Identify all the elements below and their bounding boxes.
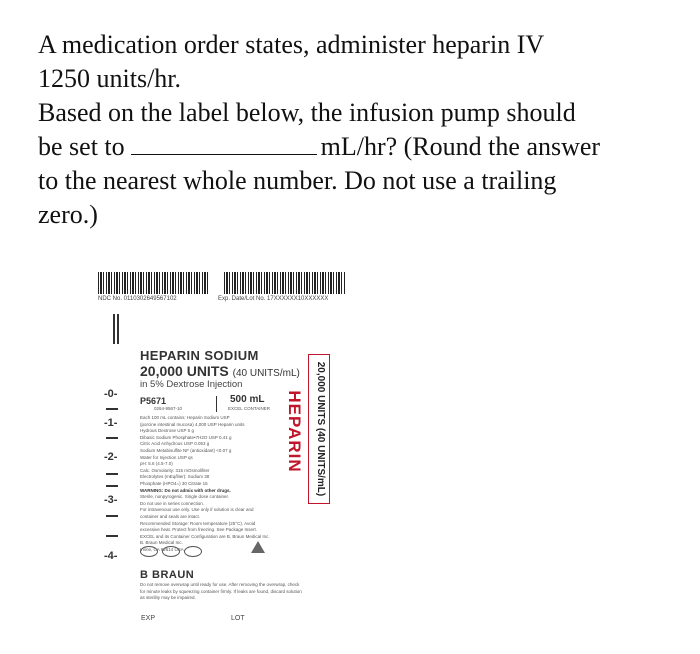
heparin-bag-label xyxy=(96,272,346,642)
fine-print-line: container and seals are intact. xyxy=(140,513,201,519)
fine-print-line: B. Braun Medical Inc. xyxy=(140,540,183,546)
question-line-5: to the nearest whole number. Do not use a trailing xyxy=(38,166,557,195)
lot-label: LOT xyxy=(231,615,245,622)
fine-print-warning: WARNING: Do not admix with other drugs. xyxy=(140,487,231,493)
drug-name: HEPARIN SODIUM xyxy=(140,348,259,363)
barcode-lot xyxy=(224,272,346,294)
graduation-tick xyxy=(106,473,118,475)
fine-print-line: Sodium Metabisulfite NF (antioxidant) <0.07 g xyxy=(140,447,232,453)
no-pvc-icon xyxy=(184,546,202,557)
fine-print-line: excessive heat. Protect from freezing. See Package Insert. xyxy=(140,527,258,533)
brand-logo: B BRAUN xyxy=(140,569,195,581)
question-line-6: zero.) xyxy=(38,200,98,229)
fine-print-line: Water for Injection USP qs xyxy=(140,454,193,460)
bag-volume-sub: EXCEL CONTAINER xyxy=(228,406,271,411)
bag-volume: 500 mL xyxy=(230,394,265,405)
fine-print-line: pH: 5.6 (4.5-7.0) xyxy=(140,461,173,467)
label-fine-print xyxy=(140,415,288,553)
fine-print-line: Recommended Storage: Room temperature (25°C). Avoid xyxy=(140,520,256,526)
fine-print-line: Irvine, CA 92614 USA xyxy=(140,546,184,552)
side-strength-text: 20,000 UNITS (40 UNITS/mL) xyxy=(315,361,326,497)
diluent: in 5% Dextrose Injection xyxy=(140,379,243,390)
barcode-ndc xyxy=(98,272,208,294)
graduation-tick xyxy=(106,535,118,537)
exp-lot-number: Exp. Date/Lot No. 17XXXXXX10XXXXXX xyxy=(218,296,329,302)
label-footer xyxy=(140,582,340,602)
question-line-4-after: mL/hr? (Round the answer xyxy=(320,132,601,161)
product-code-sub: 0264-9567-10 xyxy=(154,406,183,411)
side-heparin-text: HEPARIN xyxy=(285,390,304,473)
graduation-tick xyxy=(106,408,118,410)
fine-print-line: Hydrous Dextrose USP 5 g xyxy=(140,428,194,434)
question-line-4 xyxy=(38,130,678,164)
graduation-tick xyxy=(106,485,118,487)
code-divider xyxy=(216,396,217,412)
graduation-1: -1- xyxy=(104,417,118,429)
question-line-1: A medication order states, administer heparin IV xyxy=(38,30,545,59)
graduation-2: -2- xyxy=(104,451,118,463)
recycle-triangle-icon xyxy=(251,541,265,553)
fine-print-line: Dibasic Sodium Phosphate•7H2O USP 0.41 g xyxy=(140,434,232,440)
hanger-mark-left xyxy=(113,314,115,344)
fine-print-line: Do not use in series connection. xyxy=(140,500,205,506)
side-strength-box xyxy=(308,354,330,504)
graduation-tick xyxy=(106,515,118,517)
fine-print-line: (porcine intestinal mucosa) 4,000 USP Heparin units xyxy=(140,421,245,427)
no-dehp-icon xyxy=(162,546,180,557)
fine-print-line: Each 100 mL contains: Heparin Sodium USP xyxy=(140,415,230,420)
answer-blank[interactable] xyxy=(131,130,317,155)
footer-line: Do not remove overwrap until ready for use. After removing the overwrap, check xyxy=(140,582,300,587)
footer-line: for minute leaks by squeezing container firmly. If leaks are found, discard solution xyxy=(140,588,302,594)
product-code: P5671 xyxy=(140,396,167,406)
drug-strength: 20,000 UNITS (40 UNITS/mL) xyxy=(140,363,300,379)
fine-print-line: For intravenous use only. Use only if solution is clear and xyxy=(140,507,254,513)
graduation-tick xyxy=(106,437,118,439)
hanger-mark-right xyxy=(117,314,119,344)
fine-print-line: Sterile, nonpyrogenic. Single dose container. xyxy=(140,494,230,500)
question-text xyxy=(38,28,678,232)
fine-print-line: Phosphate (HPO4=) 30 Citrate 15 xyxy=(140,480,208,486)
container-icons xyxy=(140,544,206,562)
footer-line: as sterility may be impaired. xyxy=(140,595,196,601)
fine-print-line: Electrolytes (mEq/liter): Sodium 38 xyxy=(140,474,210,480)
question-line-4-before: be set to xyxy=(38,132,125,161)
graduation-0: -0- xyxy=(104,388,118,400)
question-line-2: 1250 units/hr. xyxy=(38,64,182,93)
fine-print-line: Citric Acid Anhydrous USP 0.053 g xyxy=(140,441,210,447)
exp-label: EXP xyxy=(141,615,156,622)
question-line-3: Based on the label below, the infusion pump should xyxy=(38,98,576,127)
graduation-3: -3- xyxy=(104,494,118,506)
no-latex-icon xyxy=(140,546,158,557)
ndc-number: NDC No. 0110302649567102 xyxy=(98,296,177,302)
fine-print-line: Calc. Osmolarity: 315 mOsmol/liter xyxy=(140,467,210,473)
graduation-4: -4- xyxy=(104,550,118,562)
side-heparin xyxy=(282,384,304,479)
fine-print-line: EXCEL and its Container Configuration are B. Braun Medical Inc. xyxy=(140,533,270,539)
